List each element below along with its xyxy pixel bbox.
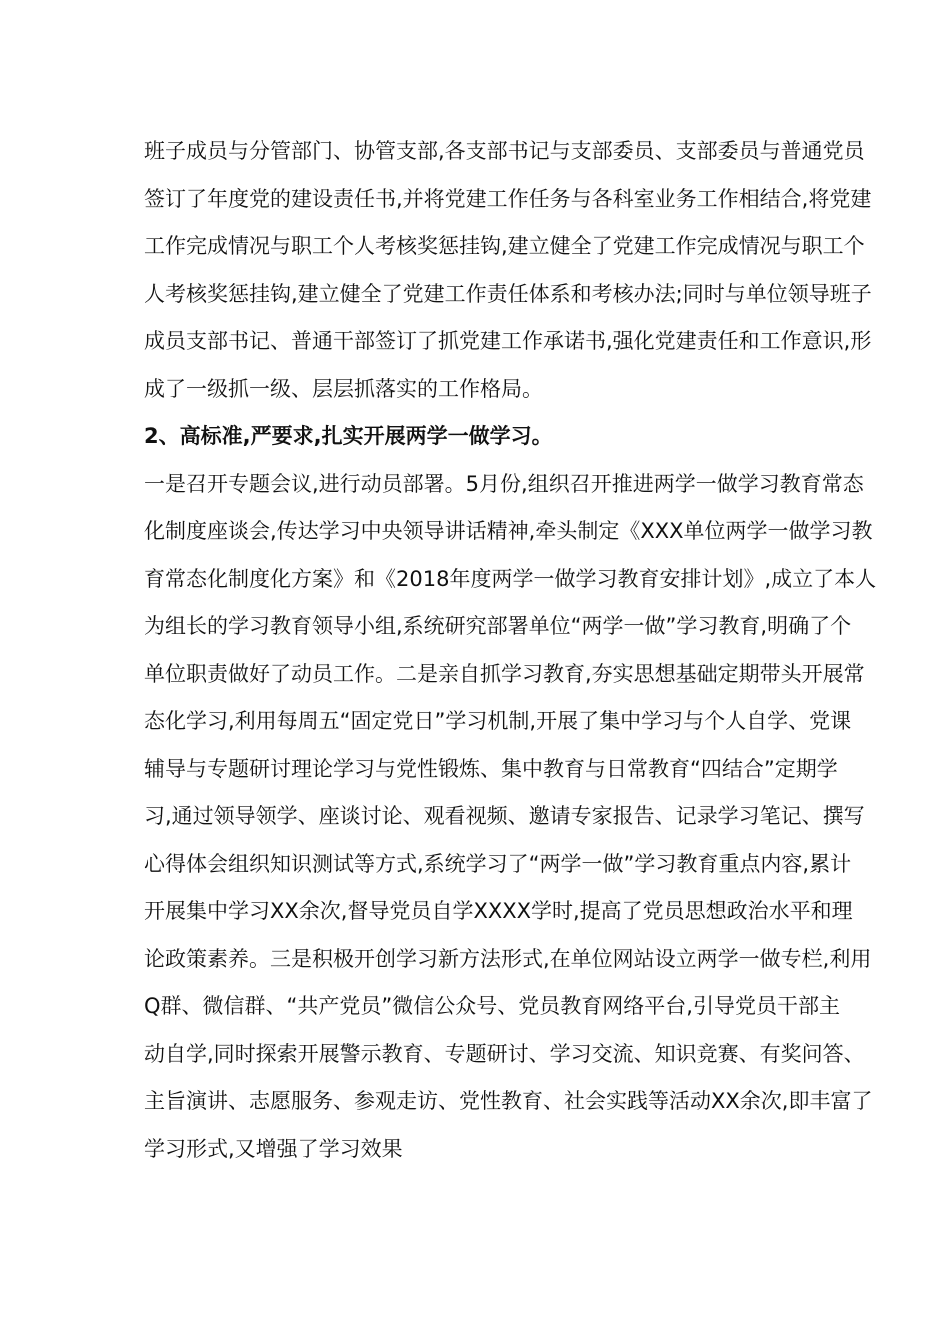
body-text-line: 一是召开专题会议,进行动员部署。5月份,组织召开推进两学一做学习教育常态: [144, 471, 864, 496]
body-text-line: 班子成员与分管部门、协管支部,各支部书记与支部委员、支部委员与普通党员: [144, 139, 865, 163]
document-page: [144, 128, 934, 1173]
body-text-line: 成了一级抓一级、层层抓落实的工作格局。: [144, 376, 543, 401]
body-text-line: 主旨演讲、志愿服务、参观走访、党性教育、社会实践等活动XX余次,即丰富了: [144, 1089, 873, 1113]
body-text-line: 心得体会组织知识测试等方式,系统学习了“两学一做”学习教育重点内容,累计: [144, 851, 852, 876]
body-text-line: 开展集中学习XX余次,督导党员自学XXXX学时,提高了党员思想政治水平和理: [144, 899, 853, 923]
body-text-line: 态化学习,利用每周五“固定党日”学习机制,开展了集中学习与个人自学、党课: [144, 709, 852, 733]
body-text-line: 签订了年度党的建设责任书,并将党建工作任务与各科室业务工作相结合,将党建: [144, 186, 872, 211]
section-heading: 2、高标准,严要求,扎实开展两学一做学习。: [144, 424, 553, 448]
body-text-line: 单位职责做好了动员工作。二是亲自抓学习教育,夯实思想基础定期带头开展常: [144, 661, 865, 686]
body-text-line: 化制度座谈会,传达学习中央领导讲话精神,牵头制定《XXX单位两学一做学习教: [144, 519, 873, 543]
body-text-line: Q群、微信群、“共产党员”微信公众号、党员教育网络平台,引导党员干部主: [144, 994, 840, 1018]
body-text-line: 为组长的学习教育领导小组,系统研究部署单位“两学一做”学习教育,明确了个: [144, 614, 852, 638]
body-text-line: 动自学,同时探索开展警示教育、专题研讨、学习交流、知识竞赛、有奖问答、: [144, 1041, 865, 1066]
body-text-line: 习,通过领导领学、座谈讨论、观看视频、邀请专家报告、记录学习笔记、撰写: [144, 804, 865, 828]
body-text-line: 工作完成情况与职工个人考核奖惩挂钩,建立健全了党建工作完成情况与职工个: [144, 234, 865, 258]
body-text-line: 育常态化制度化方案》和《2018年度两学一做学习教育安排计划》,成立了本人: [144, 566, 877, 591]
body-text-line: 人考核奖惩挂钩,建立健全了党建工作责任体系和考核办法;同时与单位领导班子: [144, 281, 872, 306]
body-text-line: 论政策素养。三是积极开创学习新方法形式,在单位网站设立两学一做专栏,利用: [144, 946, 872, 971]
body-text-line: 辅导与专题研讨理论学习与党性锻炼、集中教育与日常教育“四结合”定期学: [144, 756, 838, 781]
body-text-line: 成员支部书记、普通干部签订了抓党建工作承诺书,强化党建责任和工作意识,形: [144, 329, 872, 353]
body-text-line: 学习形式,又增强了学习效果: [144, 1136, 403, 1161]
